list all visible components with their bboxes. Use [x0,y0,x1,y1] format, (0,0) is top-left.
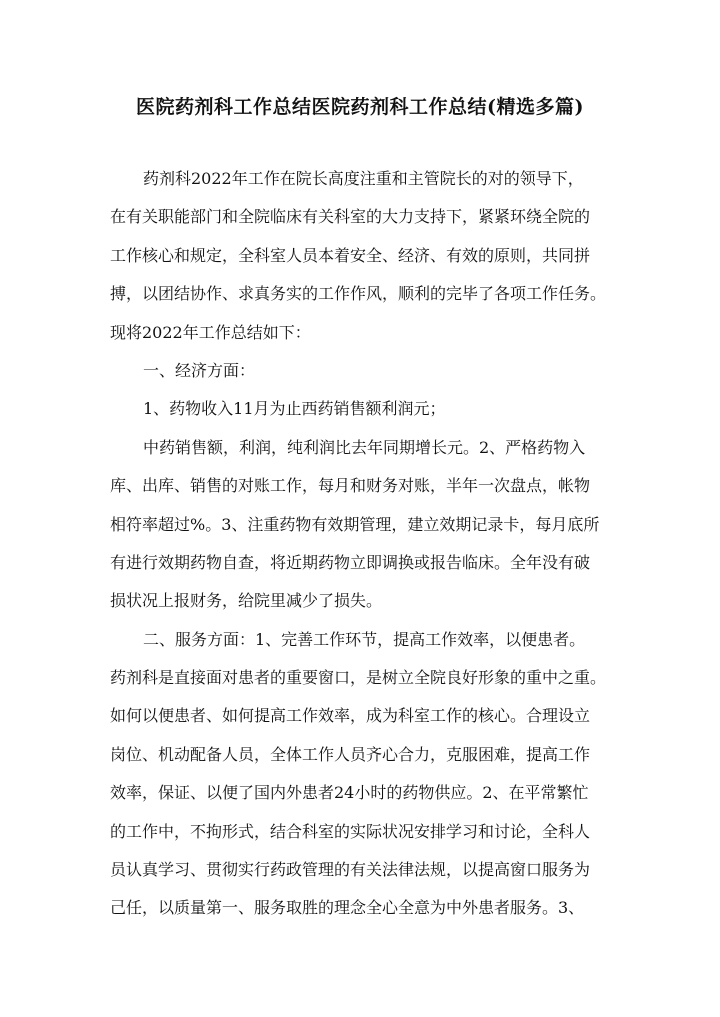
body-line: 员认真学习、贯彻实行药政管理的有关法律法规，以提高窗口服务为 [110,860,591,880]
body-line: 中药销售额，利润，纯利润比去年同期增长元。2、严格药物入 [143,437,586,457]
body-line: 药剂科是直接面对患者的重要窗口，是树立全院良好形象的重中之重。 [110,668,607,688]
document-title: 医院药剂科工作总结医院药剂科工作总结(精选多篇) [136,96,584,118]
body-line: 工作核心和规定，全科室人员本着安全、经济、有效的原则，共同拼 [110,245,591,265]
body-line: 搏，以团结协作、求真务实的工作作风，顺利的完毕了各项工作任务。 [110,284,607,304]
body-line: 现将2022年工作总结如下： [110,322,311,342]
body-line: 的工作中，不拘形式，结合科室的实际状况安排学习和讨论，全科人 [110,821,591,841]
body-line: 损状况上报财务，给院里减少了损失。 [110,591,383,611]
body-line: 有进行效期药物自查，将近期药物立即调换或报告临床。全年没有破 [110,552,591,572]
body-line: 岗位、机动配备人员，全体工作人员齐心合力，克服困难，提高工作 [110,744,591,764]
body-line: 1、药物收入11月为止西药销售额利润元； [143,399,446,419]
body-line: 在有关职能部门和全院临床有关科室的大力支持下，紧紧环绕全院的 [110,207,591,227]
body-line: 相符率超过%。3、注重药物有效期管理，建立效期记录卡，每月底所 [110,514,600,534]
body-line: 库、出库、销售的对账工作，每月和财务对账，半年一次盘点，帐物 [110,476,591,496]
body-line: 一、经济方面： [143,360,256,380]
body-line: 如何以便患者、如何提高工作效率，成为科室工作的核心。合理设立 [110,706,591,726]
body-line: 效率，保证、以便了国内外患者24小时的药物供应。2、在平常繁忙 [110,783,589,803]
body-line: 己任，以质量第一、服务取胜的理念全心全意为中外患者服务。3、 [110,898,585,918]
body-line: 二、服务方面：1、完善工作环节，提高工作效率，以便患者。 [143,629,586,649]
body-line: 药剂科2022年工作在院长高度注重和主管院长的对的领导下， [143,169,584,188]
document-body [110,160,610,928]
